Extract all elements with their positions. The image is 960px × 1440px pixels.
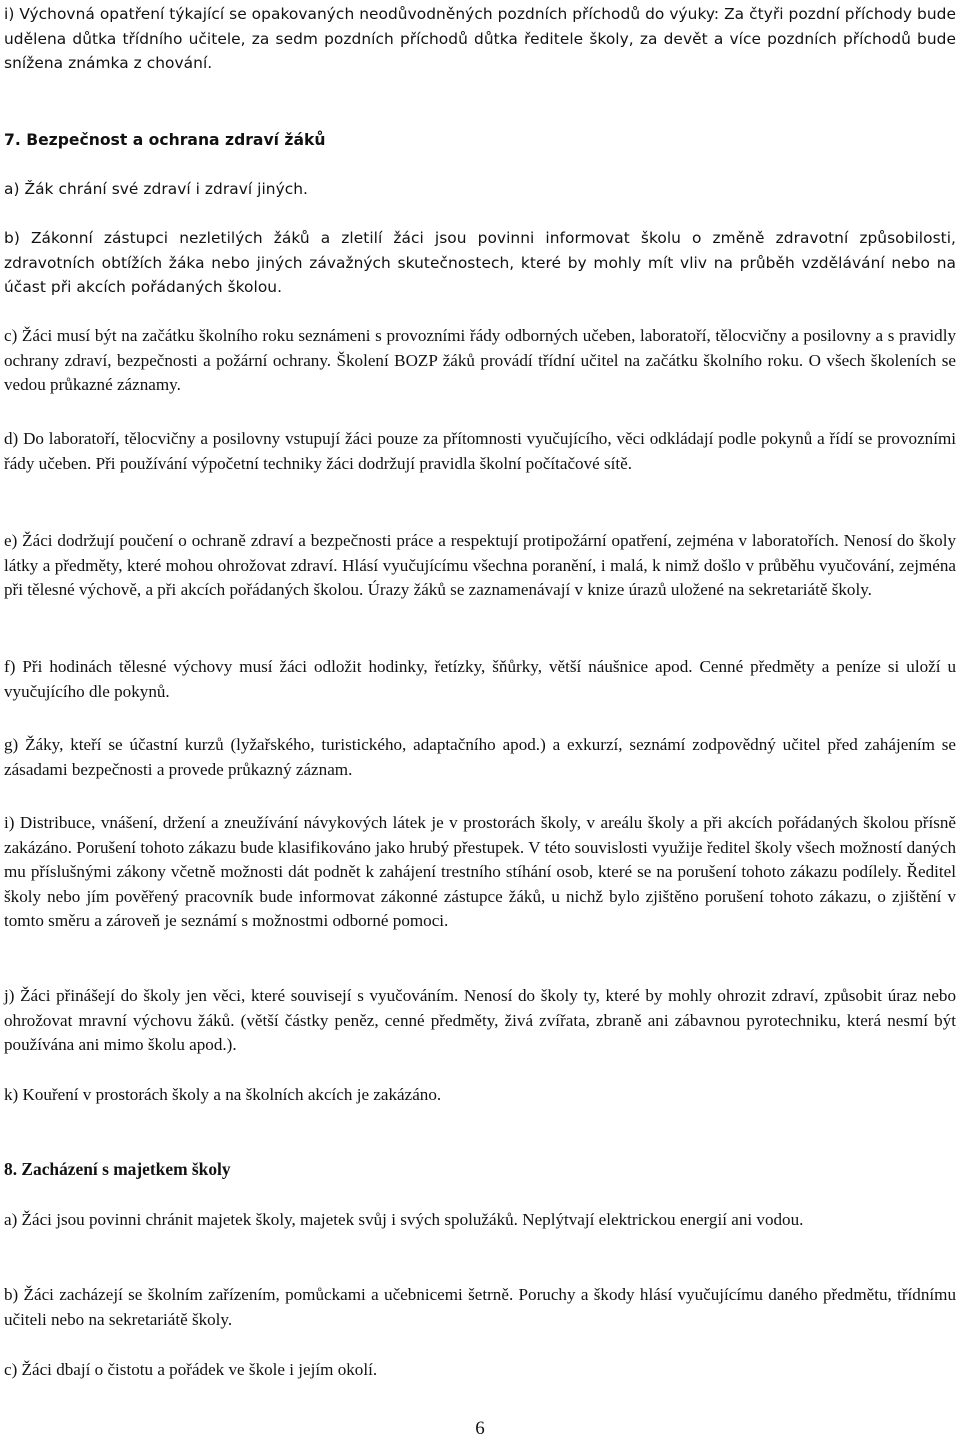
section-7-number: 7. — [4, 131, 21, 149]
paragraph-late-arrivals-measures: i) Výchovná opatření týkající se opakovaných neodůvodněných pozdních příchodů do výuky: Za čtyři pozdní příchody bude udělena důtka třídního učitele, za sedm pozdních příchodů důtka ředitele školy, za devět a více pozdních příchodů bude snížena známka z chování. — [4, 5, 956, 72]
paragraph-7d: d) Do laboratoří, tělocvičny a posilovny vstupují žáci pouze za přítomnosti vyučujícího, věci odkládají podle pokynů a řídí se provozními řády učeben. Při používání výpočetní techniky žáci dodržují pravidla školní počítačové sítě. — [4, 429, 956, 473]
paragraph-7b: b) Zákonní zástupci nezletilých žáků a zletilí žáci jsou povinni informovat školu o změně zdravotní způsobilosti, zdravotních obtížích žáka nebo jiných závažných skutečnostech, které by mohly mít vliv na průběh vzdělávání nebo na účast při akcích pořádaných školou. — [4, 229, 956, 296]
paragraph-7e: e) Žáci dodržují poučení o ochraně zdraví a bezpečnosti práce a respektují protipožární opatření, zejména v laboratořích. Nenosí do školy látky a předměty, které mohou ohrožovat zdraví. Hlásí vyučujícímu všechna poranění, i malá, k nimž došlo v průběhu vyučování, zejména při tělesné výchově, a při akcích pořádaných školou. Úrazy žáků se zaznamenávají v knize úrazů uložené na sekretariátě školy. — [4, 531, 956, 599]
paragraph-7i-substances: i) Distribuce, vnášení, držení a zneužívání návykových látek je v prostorách školy, v areálu školy a při akcích pořádaných školou přísně zakázáno. Porušení tohoto zákazu bude klasifikováno jako hrubý přestupek. V této souvislosti využije ředitel školy všech možností daných mu příslušnými zákony včetně možnosti dát podnět k zahájení trestního stíhání osob, které se na porušení tohoto zákazu podílely. Ředitel školy nebo jím pověřený pracovník bude informovat zákonné zástupce žáků, u nichž bylo zjištěno porušení tohoto zákazu, o zjištění v tomto směru a zároveň je seznámí s možnostmi odborné pomoci. — [4, 813, 956, 930]
section-8-number: 8. — [4, 1159, 18, 1179]
paragraph-7g: g) Žáky, kteří se účastní kurzů (lyžařského, turistického, adaptačního apod.) a exkurzí, seznámí zodpovědný učitel před zahájením se zásadami bezpečnosti a provede průkazný záznam. — [4, 735, 956, 779]
section-8-title: Zacházení s majetkem školy — [21, 1159, 231, 1179]
paragraph-7c: c) Žáci musí být na začátku školního roku seznámeni s provozními řády odborných učeben, laboratoří, tělocvičny a posilovny a s pravidly ochrany zdraví, bezpečnosti a požární ochrany. Školení BOZP žáků provádí třídní učitel na začátku školního roku. O všech školeních se vedou průkazné záznamy. — [4, 326, 956, 394]
section-7-heading — [4, 128, 325, 152]
paragraph-7a: a) Žák chrání své zdraví i zdraví jiných. — [4, 180, 309, 198]
section-8-heading — [4, 1157, 231, 1181]
paragraph-8a: a) Žáci jsou povinni chránit majetek školy, majetek svůj i svých spolužáků. Neplýtvají elektrickou energií ani vodou. — [4, 1210, 804, 1229]
section-7-title: Bezpečnost a ochrana zdraví žáků — [26, 131, 326, 149]
page-number: 6 — [475, 1418, 485, 1439]
paragraph-7k: k) Kouření v prostorách školy a na školních akcích je zakázáno. — [4, 1085, 442, 1104]
paragraph-7f: f) Při hodinách tělesné výchovy musí žáci odložit hodinky, řetízky, šňůrky, větší náušnice apod. Cenné předměty a peníze si uloží u vyučujícího dle pokynů. — [4, 657, 956, 701]
paragraph-7j: j) Žáci přinášejí do školy jen věci, které souvisejí s vyučováním. Nenosí do školy ty, které by mohly ohrozit zdraví, způsobit úraz nebo ohrožovat mravní výchovu žáků. (větší částky peněz, cenné předměty, živá zvířata, zbraně ani zábavnou pyrotechniku, která nesmí být používána ani mimo školu apod.). — [4, 986, 956, 1054]
paragraph-8b: b) Žáci zacházejí se školním zařízením, pomůckami a učebnicemi šetrně. Poruchy a škody hlásí vyučujícímu daného předmětu, třídnímu učiteli nebo na sekretariátě školy. — [4, 1285, 956, 1329]
paragraph-8c: c) Žáci dbají o čistotu a pořádek ve škole i jejím okolí. — [4, 1360, 378, 1379]
